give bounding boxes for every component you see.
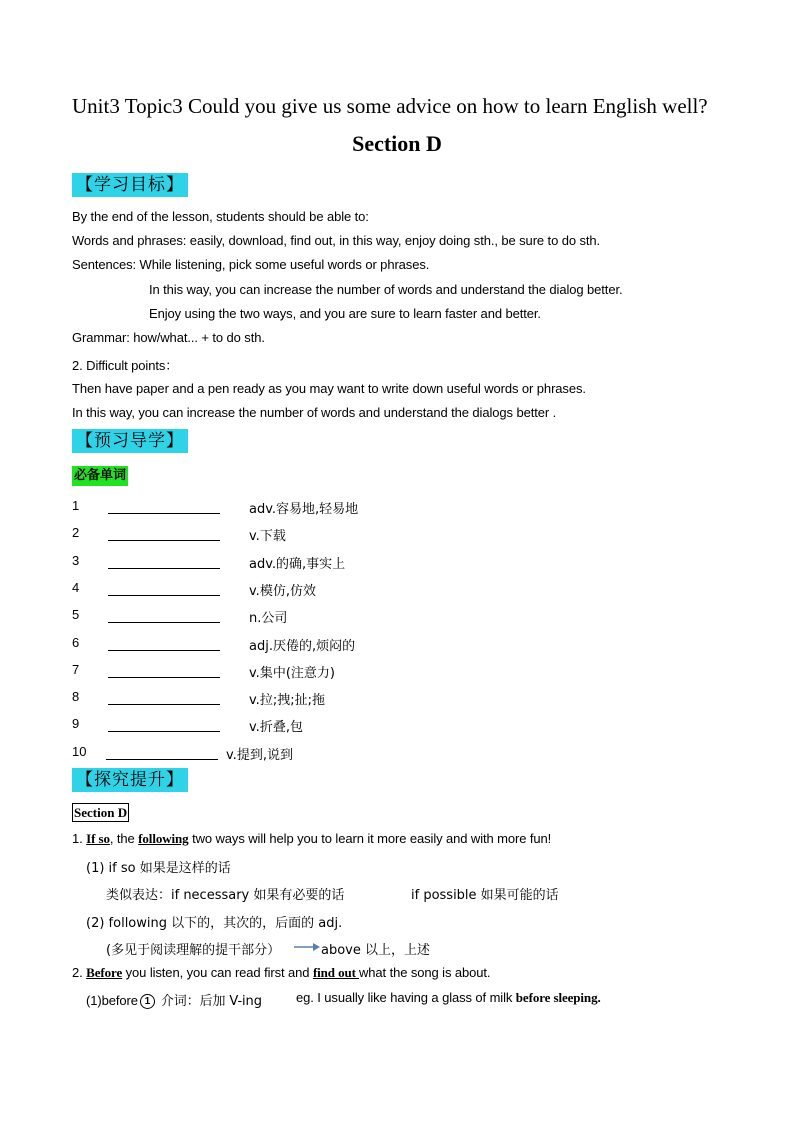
point-1-rest: two ways will help you to learn it more easily and with more fun! <box>188 831 552 846</box>
vocab-answer-blank[interactable] <box>108 622 220 623</box>
section-d-box <box>72 804 129 822</box>
vocab-number: 8 <box>72 689 80 704</box>
phrase-if-so: If so <box>86 831 110 846</box>
point-2-1-prep: 介词：后加 V-ing <box>156 994 262 1009</box>
point-2-1-example <box>296 990 601 1006</box>
point-2-rest: what the song is about. <box>359 965 491 980</box>
point-1-1: (1) if so 如果是这样的话 <box>86 861 231 876</box>
point-1-num: 1. <box>72 831 87 846</box>
point-2-num: 2. <box>72 965 87 980</box>
vocab-meaning: v.折叠,包 <box>249 720 303 735</box>
preview-tag: 【预习导学】 <box>72 429 188 453</box>
vocab-meaning: adj.厌倦的,烦闷的 <box>249 639 356 654</box>
vocab-answer-blank[interactable] <box>108 513 220 514</box>
point-2-1 <box>86 990 262 1009</box>
vocab-meaning: v.下载 <box>249 529 286 544</box>
difficult-2: In this way, you can increase the number of words and understand the dialogs better . <box>72 405 557 420</box>
vocab-number: 4 <box>72 580 80 595</box>
vocab-meaning: v.提到,说到 <box>226 748 293 763</box>
point-2 <box>72 965 490 981</box>
section-d-label: Section D <box>74 805 128 820</box>
circled-number: 1 <box>140 994 155 1009</box>
vocab-number: 6 <box>72 635 80 650</box>
vocab-meaning: v.模仿,仿效 <box>249 584 316 599</box>
goals-tag: 【学习目标】 <box>72 173 188 197</box>
point-1-2-note: (多见于阅读理解的提干部分） <box>106 943 281 958</box>
point-2-mid: you listen, you can read first and <box>122 965 313 980</box>
vocab-number: 5 <box>72 607 80 622</box>
vocab-answer-blank[interactable] <box>108 731 220 732</box>
vocab-number: 1 <box>72 498 80 513</box>
goals-sentence-2: In this way, you can increase the number of words and understand the dialog better. <box>149 282 623 297</box>
point-1-2-above: above 以上，上述 <box>321 943 430 958</box>
vocab-answer-blank[interactable] <box>108 568 220 569</box>
vocab-meaning: adv.的确,事实上 <box>249 557 346 572</box>
goals-sentence-3: Enjoy using the two ways, and you are sure to learn faster and better. <box>149 306 541 321</box>
explore-tag: 【探究提升】 <box>72 768 188 792</box>
goals-sentences: Sentences: While listening, pick some useful words or phrases. <box>72 257 430 272</box>
goals-intro: By the end of the lesson, students should be able to: <box>72 209 369 224</box>
arrow-right-icon <box>293 941 321 953</box>
example-text: eg. I usually like having a glass of milk <box>296 990 516 1005</box>
goals-grammar: Grammar: how/what... + to do sth. <box>72 330 265 345</box>
vocab-meaning: v.拉;拽;扯;拖 <box>249 693 325 708</box>
point-1-1-possible: if possible 如果可能的话 <box>411 888 559 903</box>
difficult-label: 2. Difficult points： <box>72 358 179 373</box>
point-1-2: (2) following 以下的，其次的，后面的 adj. <box>86 916 343 931</box>
phrase-find-out: find out <box>312 965 359 980</box>
phrase-following: following <box>138 831 189 846</box>
document-title: Unit3 Topic3 Could you give us some advice on how to learn English well? <box>72 94 708 118</box>
vocab-tag: 必备单词 <box>72 466 128 486</box>
vocab-answer-blank[interactable] <box>108 677 220 678</box>
vocab-number: 3 <box>72 553 80 568</box>
vocab-number: 7 <box>72 662 80 677</box>
point-2-1-before: (1)before <box>86 993 138 1008</box>
vocab-answer-blank[interactable] <box>106 759 218 760</box>
vocab-answer-blank[interactable] <box>108 540 220 541</box>
point-1-comma: , the <box>109 831 139 846</box>
phrase-before: Before <box>86 965 123 980</box>
vocab-meaning: adv.容易地,轻易地 <box>249 502 359 517</box>
vocab-answer-blank[interactable] <box>108 595 220 596</box>
vocab-answer-blank[interactable] <box>108 650 220 651</box>
vocab-meaning: v.集中(注意力) <box>249 666 335 681</box>
vocab-number: 2 <box>72 525 80 540</box>
vocab-number: 10 <box>72 744 87 759</box>
example-bold: before sleeping. <box>515 990 601 1005</box>
difficult-1: Then have paper and a pen ready as you may want to write down useful words or phrases. <box>72 381 586 396</box>
section-heading: Section D <box>352 131 442 156</box>
point-1-1-similar: 类似表达：if necessary 如果有必要的话 <box>106 888 345 903</box>
vocab-meaning: n.公司 <box>249 611 288 626</box>
point-1 <box>72 831 551 847</box>
vocab-answer-blank[interactable] <box>108 704 220 705</box>
vocab-number: 9 <box>72 716 80 731</box>
goals-words: Words and phrases: easily, download, find out, in this way, enjoy doing sth., be sure to do sth. <box>72 233 601 248</box>
